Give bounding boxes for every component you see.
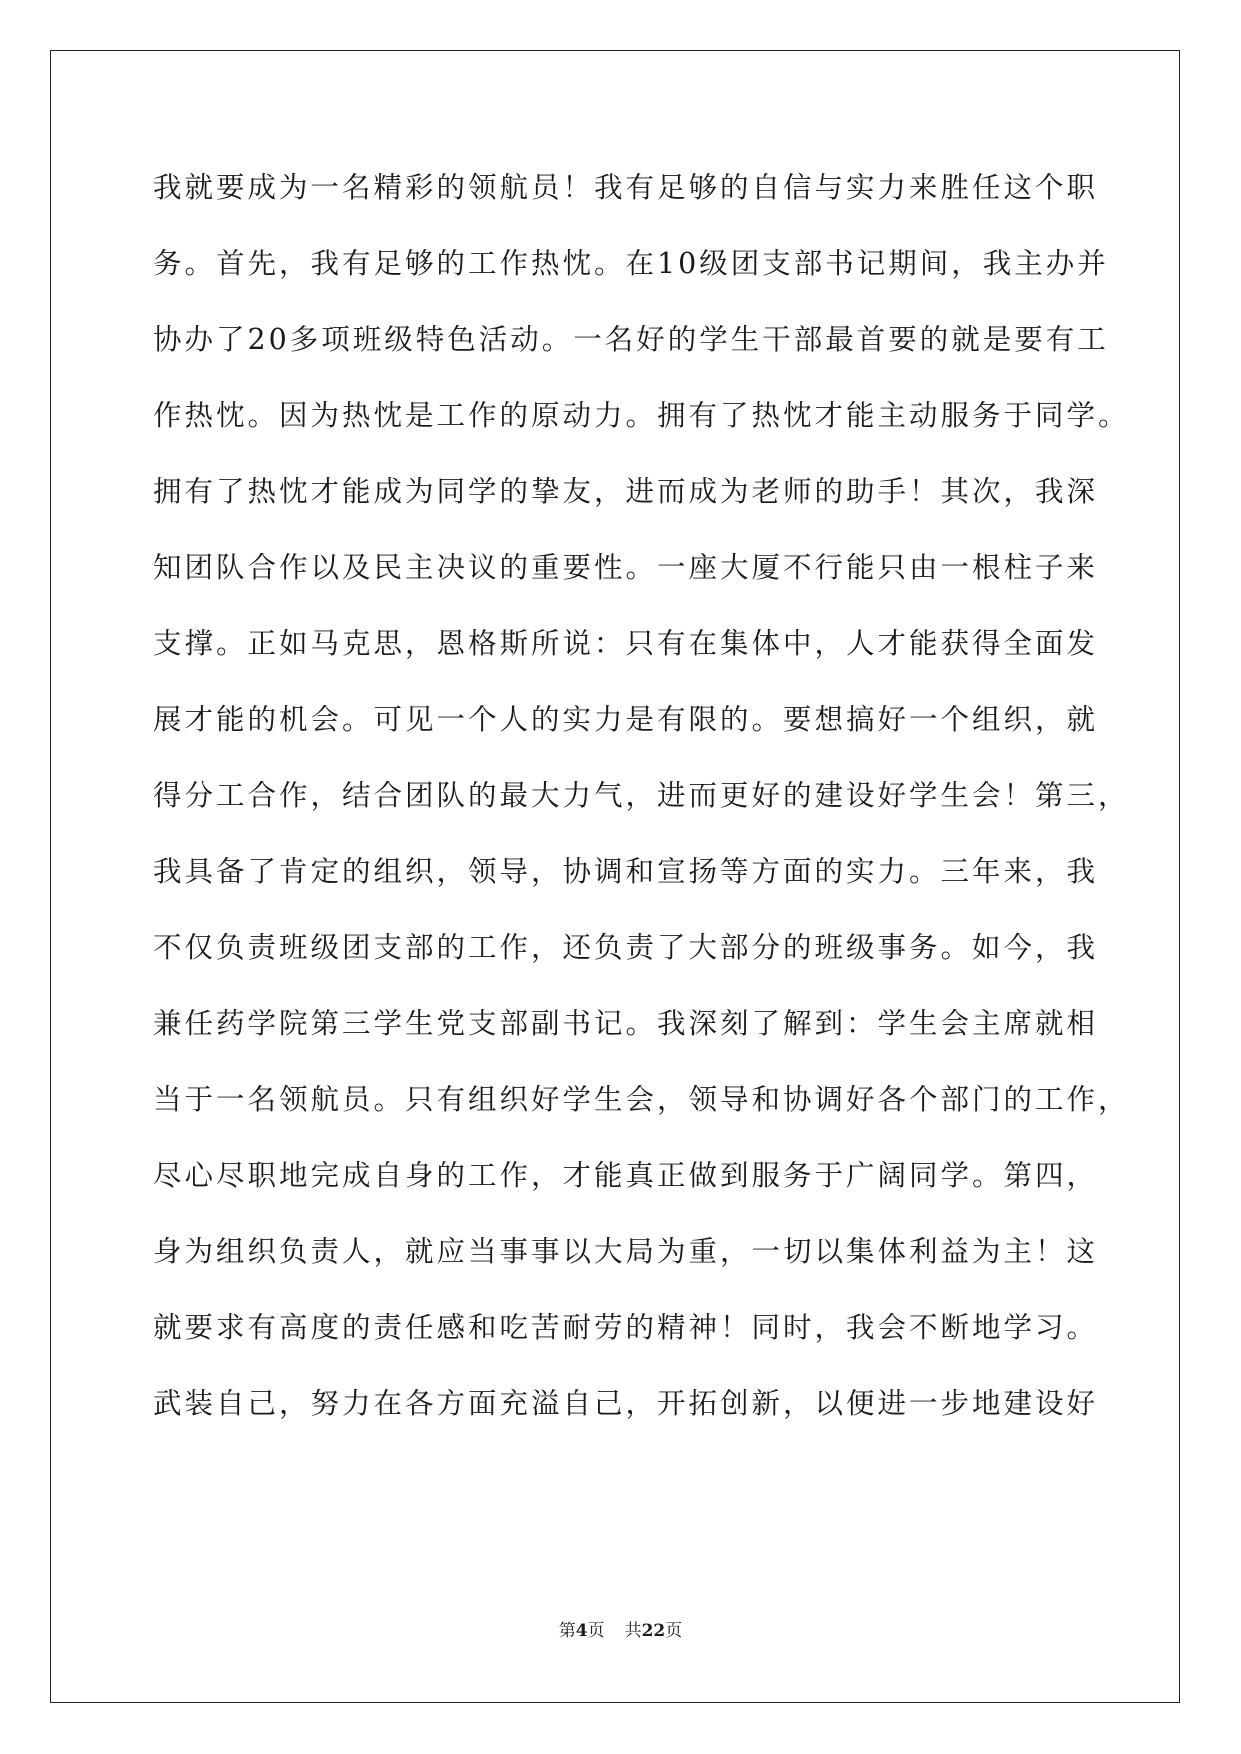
text-line: 就要求有高度的责任感和吃苦耐劳的精神！同时，我会不断地学习。 bbox=[153, 1311, 1099, 1344]
page-suffix: 页 bbox=[587, 1621, 605, 1641]
text-line: 作热忱。因为热忱是工作的原动力。拥有了热忱才能主动服务于同学。 bbox=[153, 399, 1130, 432]
total-prefix: 共 bbox=[624, 1621, 642, 1641]
page-prefix: 第 bbox=[558, 1621, 576, 1641]
text-line: 拥有了热忱才能成为同学的挚友，进而成为老师的助手！其次，我深 bbox=[153, 475, 1099, 508]
text-line: 得分工合作，结合团队的最大力气，进而更好的建设好学生会！第三， bbox=[153, 779, 1130, 812]
text-line: 支撑。正如马克思，恩格斯所说：只有在集体中，人才能获得全面发 bbox=[153, 627, 1099, 660]
text-line: 展才能的机会。可见一个人的实力是有限的。要想搞好一个组织，就 bbox=[153, 703, 1099, 736]
text-line: 知团队合作以及民主决议的重要性。一座大厦不行能只由一根柱子来 bbox=[153, 551, 1099, 584]
text-line: 兼任药学院第三学生党支部副书记。我深刻了解到：学生会主席就相 bbox=[153, 1007, 1099, 1040]
text-line: 不仅负责班级团支部的工作，还负责了大部分的班级事务。如今，我 bbox=[153, 931, 1099, 964]
text-line: 协办了20多项班级特色活动。一名好的学生干部最首要的就是要有工 bbox=[153, 323, 1109, 356]
page-footer bbox=[0, 1616, 1241, 1641]
page-total-number: 22 bbox=[641, 1621, 666, 1641]
total-suffix: 页 bbox=[665, 1621, 683, 1641]
text-line: 我就要成为一名精彩的领航员！我有足够的自信与实力来胜任这个职 bbox=[153, 171, 1099, 204]
text-line: 武装自己，努力在各方面充溢自己，开拓创新，以便进一步地建设好 bbox=[153, 1387, 1099, 1420]
text-line: 当于一名领航员。只有组织好学生会，领导和协调好各个部门的工作， bbox=[153, 1083, 1130, 1116]
text-line: 尽心尽职地完成自身的工作，才能真正做到服务于广阔同学。第四， bbox=[153, 1159, 1099, 1192]
text-line: 务。首先，我有足够的工作热忱。在10级团支部书记期间，我主办并 bbox=[153, 247, 1109, 280]
document-body bbox=[153, 164, 1130, 1456]
text-line: 我具备了肯定的组织，领导，协调和宣扬等方面的实力。三年来，我 bbox=[153, 855, 1099, 888]
text-line: 身为组织负责人，就应当事事以大局为重，一切以集体利益为主！这 bbox=[153, 1235, 1099, 1268]
page-current-number: 4 bbox=[575, 1621, 588, 1641]
